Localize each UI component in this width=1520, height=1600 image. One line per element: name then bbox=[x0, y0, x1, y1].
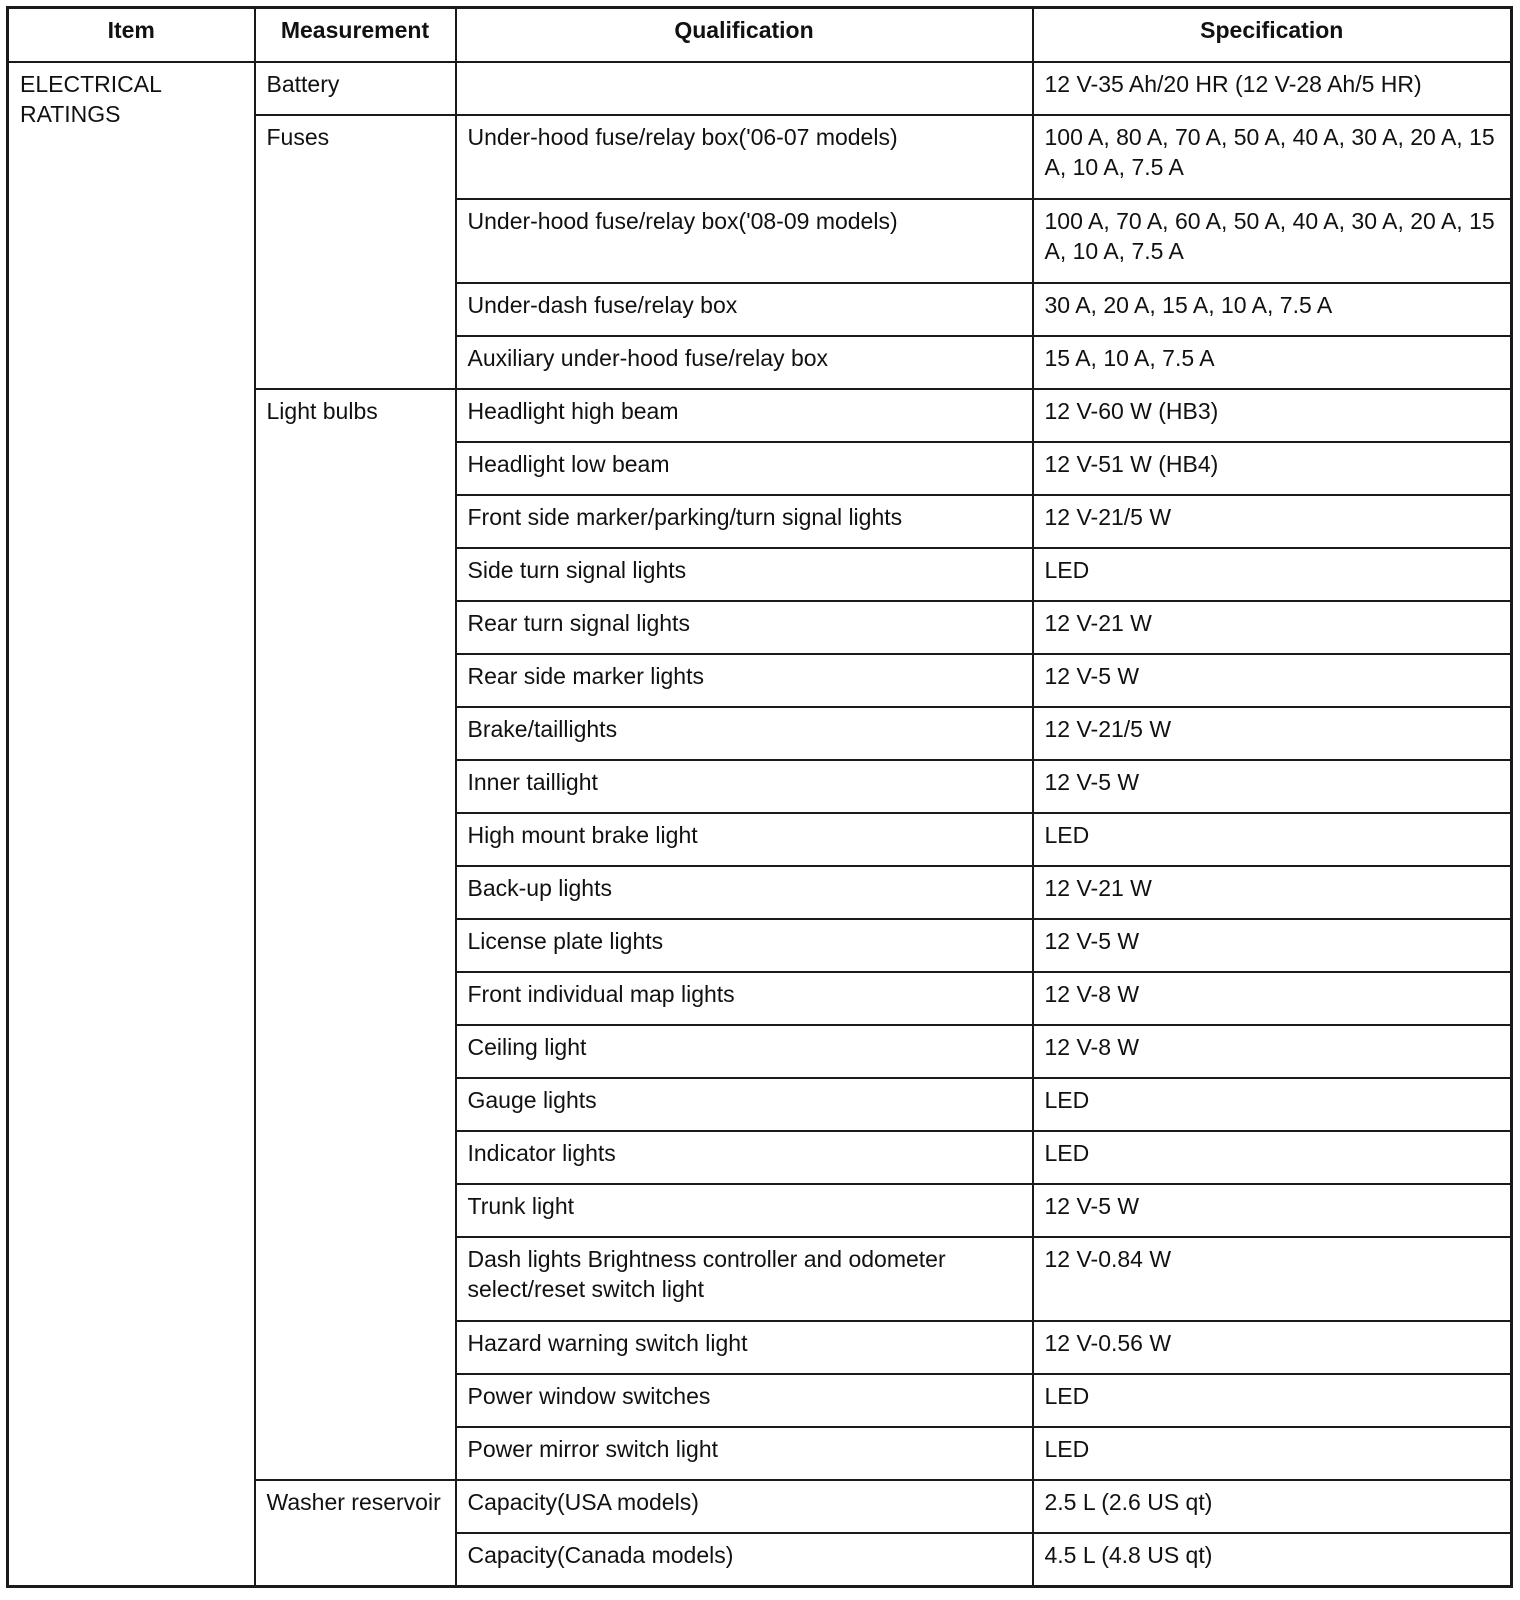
specification-cell: 12 V-5 W bbox=[1033, 919, 1512, 972]
qualification-cell: Capacity(Canada models) bbox=[456, 1533, 1033, 1587]
qualification-cell bbox=[456, 62, 1033, 115]
specification-cell: LED bbox=[1033, 1078, 1512, 1131]
specification-cell: 2.5 L (2.6 US qt) bbox=[1033, 1480, 1512, 1533]
electrical-ratings-table bbox=[6, 6, 1513, 1588]
header-specification: Specification bbox=[1033, 8, 1512, 63]
specification-cell: 100 A, 70 A, 60 A, 50 A, 40 A, 30 A, 20 A, 15 A, 10 A, 7.5 A bbox=[1033, 199, 1512, 283]
specification-cell: 12 V-8 W bbox=[1033, 1025, 1512, 1078]
qualification-cell: Under-hood fuse/relay box('08-09 models) bbox=[456, 199, 1033, 283]
qualification-cell: Inner taillight bbox=[456, 760, 1033, 813]
specification-cell: 4.5 L (4.8 US qt) bbox=[1033, 1533, 1512, 1587]
table-row bbox=[8, 62, 1512, 115]
qualification-cell: High mount brake light bbox=[456, 813, 1033, 866]
specification-cell: 12 V-60 W (HB3) bbox=[1033, 389, 1512, 442]
qualification-cell: Back-up lights bbox=[456, 866, 1033, 919]
specification-cell: 15 A, 10 A, 7.5 A bbox=[1033, 336, 1512, 389]
qualification-cell: Side turn signal lights bbox=[456, 548, 1033, 601]
specification-cell: 12 V-51 W (HB4) bbox=[1033, 442, 1512, 495]
qualification-cell: License plate lights bbox=[456, 919, 1033, 972]
specification-cell: 12 V-21 W bbox=[1033, 601, 1512, 654]
measurement-cell: Battery bbox=[255, 62, 456, 115]
qualification-cell: Hazard warning switch light bbox=[456, 1321, 1033, 1374]
qualification-cell: Auxiliary under-hood fuse/relay box bbox=[456, 336, 1033, 389]
specification-cell: 12 V-0.84 W bbox=[1033, 1237, 1512, 1321]
measurement-cell: Fuses bbox=[255, 115, 456, 389]
header-item: Item bbox=[8, 8, 255, 63]
specification-cell: 12 V-21/5 W bbox=[1033, 707, 1512, 760]
measurement-cell: Light bulbs bbox=[255, 389, 456, 1480]
qualification-cell: Under-hood fuse/relay box('06-07 models) bbox=[456, 115, 1033, 199]
header-row bbox=[8, 8, 1512, 63]
qualification-cell: Dash lights Brightness controller and odometer select/reset switch light bbox=[456, 1237, 1033, 1321]
specification-cell: 12 V-0.56 W bbox=[1033, 1321, 1512, 1374]
specification-cell: LED bbox=[1033, 1374, 1512, 1427]
qualification-cell: Indicator lights bbox=[456, 1131, 1033, 1184]
header-measurement: Measurement bbox=[255, 8, 456, 63]
specification-cell: LED bbox=[1033, 548, 1512, 601]
qualification-cell: Under-dash fuse/relay box bbox=[456, 283, 1033, 336]
qualification-cell: Trunk light bbox=[456, 1184, 1033, 1237]
item-cell: ELECTRICAL RATINGS bbox=[8, 62, 255, 1587]
specification-cell: 12 V-5 W bbox=[1033, 654, 1512, 707]
qualification-cell: Power mirror switch light bbox=[456, 1427, 1033, 1480]
qualification-cell: Ceiling light bbox=[456, 1025, 1033, 1078]
specification-cell: 12 V-21 W bbox=[1033, 866, 1512, 919]
specification-cell: 12 V-5 W bbox=[1033, 760, 1512, 813]
specification-cell: 12 V-21/5 W bbox=[1033, 495, 1512, 548]
qualification-cell: Headlight low beam bbox=[456, 442, 1033, 495]
qualification-cell: Headlight high beam bbox=[456, 389, 1033, 442]
specification-cell: LED bbox=[1033, 813, 1512, 866]
specification-cell: LED bbox=[1033, 1427, 1512, 1480]
specification-cell: 30 A, 20 A, 15 A, 10 A, 7.5 A bbox=[1033, 283, 1512, 336]
qualification-cell: Front side marker/parking/turn signal lights bbox=[456, 495, 1033, 548]
qualification-cell: Rear side marker lights bbox=[456, 654, 1033, 707]
specification-cell: 12 V-35 Ah/20 HR (12 V-28 Ah/5 HR) bbox=[1033, 62, 1512, 115]
qualification-cell: Front individual map lights bbox=[456, 972, 1033, 1025]
qualification-cell: Rear turn signal lights bbox=[456, 601, 1033, 654]
qualification-cell: Gauge lights bbox=[456, 1078, 1033, 1131]
measurement-cell: Washer reservoir bbox=[255, 1480, 456, 1587]
specification-cell: 12 V-5 W bbox=[1033, 1184, 1512, 1237]
qualification-cell: Capacity(USA models) bbox=[456, 1480, 1033, 1533]
specification-cell: 12 V-8 W bbox=[1033, 972, 1512, 1025]
qualification-cell: Power window switches bbox=[456, 1374, 1033, 1427]
qualification-cell: Brake/taillights bbox=[456, 707, 1033, 760]
specification-cell: 100 A, 80 A, 70 A, 50 A, 40 A, 30 A, 20 A, 15 A, 10 A, 7.5 A bbox=[1033, 115, 1512, 199]
specification-cell: LED bbox=[1033, 1131, 1512, 1184]
header-qualification: Qualification bbox=[456, 8, 1033, 63]
